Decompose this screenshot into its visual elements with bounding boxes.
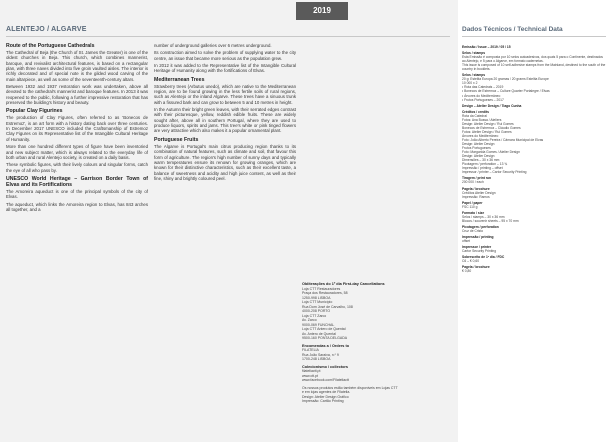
technical-value: Créditos Atelier Design bbox=[462, 190, 496, 195]
text-column-1 bbox=[6, 43, 148, 214]
technical-value: 10 000 x 2 bbox=[462, 81, 478, 86]
technical-value: Cartor Security Printing bbox=[462, 249, 497, 254]
colophon-line: Av. Antero de Quental bbox=[302, 331, 336, 336]
technical-label: Picotagem / perforation bbox=[462, 224, 499, 229]
colophon-line: Loja CTT Restauradores bbox=[302, 286, 341, 291]
technical-value: Selos / stamps – 30 x 36 mm bbox=[462, 214, 505, 219]
article-paragraph: The Algarve is Portugal's main citrus producing region thanks to its combination of natural features, such as climate and soil, that favour this form of agriculture. The region's high number of sunny days and typically warm temperatures ensure its renown for growing oranges, which are known for their distinctive characteristics, such as their excellent taste, a balance of sweetness and acidity and high juice content, as well as their fine, shiny and brightly coloured peel. bbox=[154, 143, 296, 181]
article-heading: Mediterranean Trees bbox=[154, 76, 205, 83]
colophon-heading: Obliterações do 1º dia First-day Cancellations bbox=[302, 282, 385, 286]
article-paragraph: Strawberry trees (Arbutus unedo), which are native to the Mediterranean region, are to be found growing in the less fertile soils of rural regions, such as Alentejo or the inland Algarve. These trees have a sinuous trunk with a fissured bark and can grow to between 5 and 10 metres in height. bbox=[154, 83, 296, 105]
colophon-line: 1700-248 LISBOA bbox=[302, 357, 331, 361]
colophon-line: Os nossos produtos estão também disponíveis em Lojas CTT e em lojas agentes de Filatelia. bbox=[302, 385, 398, 394]
article-paragraph: The aqueduct, which links the Amoreira region to Elvas, has 843 arches all together, and a bbox=[6, 201, 148, 212]
technical-value: 20 g: Estelita Europa 20 gramas / 20 grams Estelita Europe bbox=[462, 77, 549, 82]
technical-label: Papel / paper bbox=[462, 200, 483, 205]
colophon-line: www.ctt.pt bbox=[302, 373, 318, 378]
technical-label: Emissão / Issue – 2019 / 05 / 15 bbox=[462, 45, 511, 49]
colophon-line: 9000-069 FUNCHAL bbox=[302, 322, 335, 327]
technical-data-list bbox=[462, 43, 606, 273]
colophon-block bbox=[302, 344, 398, 362]
top-bar bbox=[0, 0, 458, 22]
technical-rule bbox=[462, 36, 606, 37]
technical-value: Esta Emissão é composta por 10 selos autoadesivos, dos quais 5 para o Continente, destinados ao Alentejo, e 5 para o Algarve, em formato cadernetas. bbox=[462, 55, 603, 64]
article-heading: Route of the Portuguese Cathedrals bbox=[6, 43, 95, 49]
section-title: ALENTEJO / ALGARVE bbox=[6, 26, 87, 33]
technical-label: Pagela / brochure bbox=[462, 186, 490, 191]
article-paragraph: In the Autumn their bright green leaves, with their serrated edges contrast with their picturesque, yellow, reddish edible fruits. These are widely sought after, above all in southern Portugal, where they are used to produce liquors, spirits and jams. This tree's white or pink tinged flowers are very attractive which also makes it a popular ornamental plant. bbox=[154, 107, 296, 134]
article-paragraph: The Cathedral of Beja (the Church of St. James the Greater) is one of the oldest churches in Beja. This church, which combines mannerist, baroque, and revivalist architectural features, is based on a rectangular plan, with three naves divided into five groin vaulted aisles. The interior is richly decorated and of special note is the gilded wood carving of the main altarpiece, as well as some of the seventeenth-century altars. bbox=[6, 50, 148, 82]
technical-value: Fotos: Ana Bussa / Ateliers bbox=[462, 117, 502, 122]
technical-label: Tiragem / print run bbox=[462, 176, 492, 181]
article-paragraph: In 2012 it was added to the Representative list of the Intangible Cultural Heritage of Humanity along with the fortifications of Elvas. bbox=[154, 63, 296, 74]
technical-label: Pagela / brochure bbox=[462, 265, 490, 270]
technical-value: Dimensões – 30 x 36 mm bbox=[462, 158, 500, 163]
technical-value: Impressão: Ramos bbox=[462, 194, 490, 199]
technical-value: Rota da Catedral bbox=[462, 113, 487, 118]
technical-value: Foto: Margarida Gomes / Atelier Design bbox=[462, 150, 520, 155]
colophon-line: Loja CTT Município bbox=[302, 300, 333, 304]
technical-value: offset bbox=[462, 239, 471, 244]
colophon-line: Loja CTT Antero de Quental bbox=[302, 327, 346, 331]
technical-value: Design: Atelier Design bbox=[462, 142, 495, 147]
colophon-line: 4000-208 PORTO bbox=[302, 309, 331, 313]
colophon-line: Loja CTT Zarco bbox=[302, 313, 327, 318]
colophon-block bbox=[302, 365, 398, 383]
colophon-column bbox=[302, 280, 398, 407]
colophon-line: Impressão: Cartão Printing bbox=[302, 399, 344, 403]
technical-value: • Frutos Portugueses – 2017 bbox=[462, 97, 504, 102]
technical-label: Selos / stamps bbox=[462, 73, 486, 78]
technical-value: • Rota das Catedrais – 2019 bbox=[462, 85, 504, 90]
technical-value: Design: Atelier Design / Rui Gomes bbox=[462, 121, 514, 126]
technical-label: Impressor / printer bbox=[462, 245, 492, 250]
colophon-line: filateliactt.pt bbox=[302, 369, 321, 373]
technical-value: • Árvores do Mediterrâneo bbox=[462, 93, 501, 98]
technical-data-page bbox=[458, 0, 610, 442]
technical-label: Sobrescrito de 1º dia / FDC bbox=[462, 255, 505, 260]
article-heading: UNESCO World Heritage – Garrison Border Town of Elvas and its Fortifications bbox=[6, 175, 148, 188]
article-paragraph: These symbolic figures, with their lively colours and singular forms, catch the eye of all who pass by. bbox=[6, 162, 148, 173]
technical-label: Créditos / credits bbox=[462, 109, 489, 114]
colophon-line: Av. Zarco bbox=[302, 318, 317, 322]
technical-label: Design – Atelier Design / Tiago Cunha bbox=[462, 103, 522, 108]
colophon-line: Design: Atelier Design Gráfico bbox=[302, 394, 349, 399]
text-column-2 bbox=[154, 43, 296, 183]
technical-value: This issue is composed of 10 self-adhesive stamps from the Mainland, destined to the south of the country in booklets. bbox=[462, 63, 606, 72]
technical-data-title: Dados Técnicos / Technical Data bbox=[462, 26, 563, 33]
article-heading: Portuguese Fruits bbox=[154, 136, 199, 143]
colophon-line: 9500-160 PONTA DELGADA bbox=[302, 336, 348, 340]
technical-value: Bonecos de Estremoz – Cláudio Gomes bbox=[462, 125, 521, 130]
technical-value: € 0,80 bbox=[462, 269, 472, 274]
technical-label: Selos / stamps bbox=[462, 51, 486, 56]
technical-value: Cruz de Cristo bbox=[462, 228, 484, 233]
technical-value: Impressor / printer – Cartor Security Printing bbox=[462, 170, 527, 175]
colophon-line: Rua Dom José de Carvalho, 108 bbox=[302, 304, 353, 309]
article-paragraph: More than one hundred different types of figure have been inventoried and new subject matter, which is always related to the everyday life of both urban and rural Alentejo society, is created on a daily basis. bbox=[6, 144, 148, 160]
technical-value: 200 000 / each bbox=[462, 180, 484, 185]
colophon-line: FILATELIA bbox=[302, 348, 319, 352]
technical-value: Impressão / printing – offset bbox=[462, 166, 503, 171]
technical-label: Formato / size bbox=[462, 210, 485, 215]
colophon-line: Praça dos Restauradores, 58 bbox=[302, 291, 348, 295]
article-paragraph: The production of Clay Figures, often referred to as 'Bonecos de Estremoz', is an art form with a history dating back over three centuries. In December 2017 UNESCO included the Craftsmanship of Estremoz Clay Figures on its Representative list of the Intangible Cultural Heritage of Humanity. bbox=[6, 115, 148, 142]
technical-value: Árvores do Mediterrâneo bbox=[462, 133, 499, 138]
colophon-heading: Colecionismo / collectors bbox=[302, 364, 348, 369]
article-paragraph: number of underground galleries over 6 metres underground. bbox=[154, 43, 272, 48]
article-paragraph: Between 1932 and 1937 restoration work was undertaken, above all devoted to the cathedral's mannerist and baroque features. In 2013 it was reopened to the public, following a further impressive restoration that has preserved the building's history and beauty. bbox=[6, 84, 148, 106]
technical-value: FSC 110 g bbox=[462, 204, 478, 209]
technical-label: Impressão / printing bbox=[462, 234, 494, 239]
section-rule bbox=[6, 36, 450, 37]
technical-value: Fotos: Atelier Design / Rui Gomes bbox=[462, 129, 512, 134]
year-tab: 2019 bbox=[296, 2, 348, 20]
article-heading: Popular Clay Figurines bbox=[6, 108, 63, 115]
technical-value: Frutos Portugueses bbox=[462, 146, 491, 151]
technical-value: Design: Atelier Design bbox=[462, 154, 495, 159]
colophon-line: 1250-998 LISBOA bbox=[302, 295, 331, 300]
technical-value: Picotagem / perforation – 13 ¾ bbox=[462, 162, 508, 167]
technical-value: C6 – € 0,60 bbox=[462, 259, 480, 264]
article-paragraph: Its construction aimed to solve the problem of supplying water to the city centre, an issue that became more serious as the population grew. bbox=[154, 50, 296, 61]
technical-value: Blocos / souvenir sheets – 95 x 70 mm bbox=[462, 218, 519, 223]
colophon-line: www.facebook.com/Filateliactt bbox=[302, 378, 349, 382]
colophon-line: Rua João Saraiva, n.º 9 bbox=[302, 352, 339, 357]
colophon-block bbox=[302, 282, 398, 341]
technical-value: • Bonecos de Estremoz – Culture Quarter Portalegre / Elvas bbox=[462, 89, 550, 94]
colophon-heading: Encomendas a / Orders to bbox=[302, 343, 350, 348]
colophon-block bbox=[302, 386, 398, 404]
technical-value: Foto: João Alberto Pereira / Câmara Municipal de Elvas bbox=[462, 137, 544, 142]
article-paragraph: The Amoreira aqueduct is one of the principal symbols of the city of Elvas. bbox=[6, 188, 148, 200]
